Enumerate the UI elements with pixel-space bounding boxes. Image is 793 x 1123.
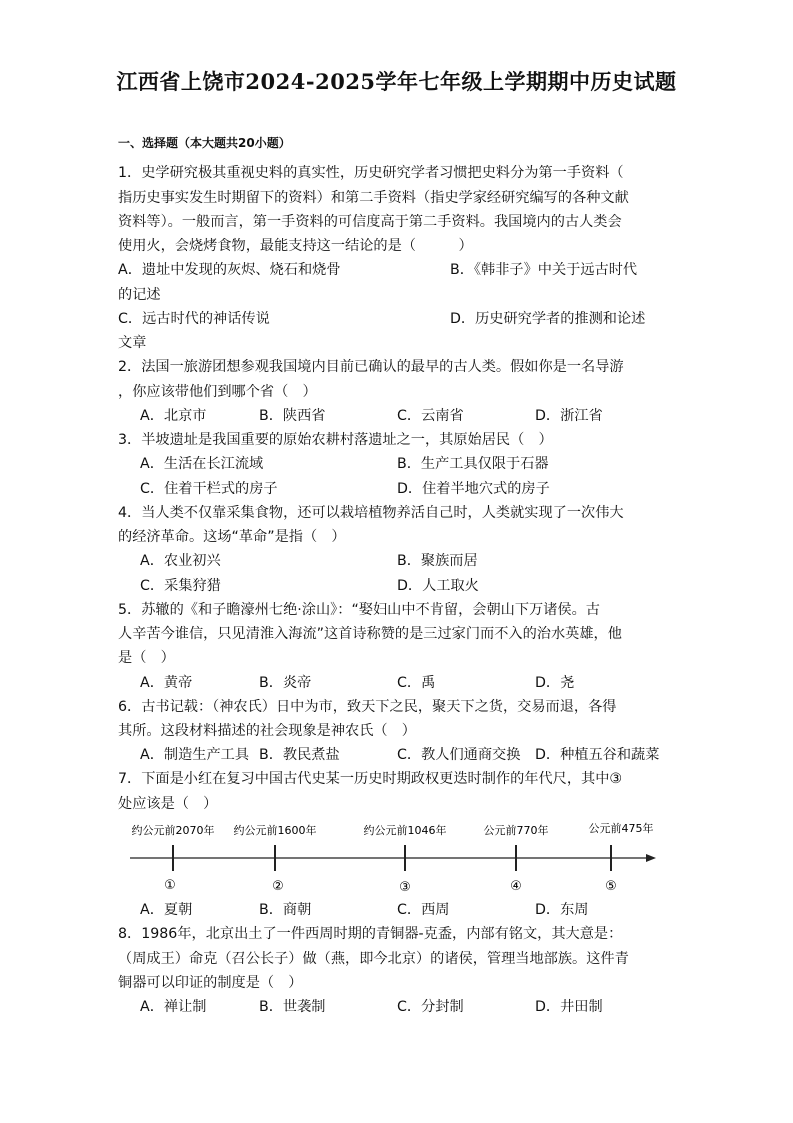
q3-line-1: 3．半坡遗址是我国重要的原始农耕村落遗址之一，其原始居民（ ） [118, 432, 553, 448]
q4-option-d: D．人工取火 [397, 578, 479, 594]
q8-option-c: C．分封制 [397, 999, 464, 1015]
section-heading: 一、选择题（本大题共20小题） [118, 136, 291, 150]
q1-option-c: C．远古时代的神话传说 [118, 311, 270, 327]
q8-option-a: A．禅让制 [140, 999, 207, 1015]
q1-option-d: D．历史研究学者的推测和论述 [450, 311, 646, 327]
q1-option-b: B．《韩非子》中关于远古时代 [450, 262, 638, 278]
timeline-arrow-icon [646, 854, 656, 862]
q2-option-b: B．陕西省 [259, 408, 326, 424]
q3-option-c: C．住着干栏式的房子 [140, 481, 278, 497]
q7-option-c: C．西周 [397, 902, 450, 918]
q7-option-d: D．东周 [535, 902, 589, 918]
q2-option-d: D．浙江省 [535, 408, 603, 424]
q5-line-1: 5．苏辙的《和子瞻濠州七绝·涂山》：“娶妇山中不肯留，会朝山下万诸侯。古 [118, 602, 600, 618]
q8-line-3: 铜器可以印证的制度是（ ） [118, 975, 303, 991]
q1-line-1: 1．史学研究极其重视史料的真实性，历史研究学者习惯把史料分为第一手资料（ [118, 165, 624, 181]
timeline-date-1: 约公元前2070年 [131, 824, 215, 837]
q6-option-a: A．制造生产工具 [140, 747, 250, 763]
q4-line-1: 4．当人类不仅靠采集食物，还可以栽培植物养活自己时，人类就实现了一次伟大 [118, 505, 624, 521]
q2-line-2: ，你应该带他们到哪个省（ ） [118, 384, 317, 400]
timeline-mark-3: ③ [399, 880, 411, 895]
q7-line-2: 处应该是（ ） [118, 796, 218, 812]
q5-option-c: C．禹 [397, 675, 436, 691]
q7-option-b: B．商朝 [259, 902, 312, 918]
q5-option-d: D．尧 [535, 675, 575, 691]
timeline-date-2: 约公元前1600年 [233, 824, 317, 837]
q6-option-c: C．教人们通商交换 [397, 747, 521, 763]
q8-line-2: （周成王）命克（召公长子）做（燕，即今北京）的诸侯，管理当地部族。这件青 [118, 951, 629, 967]
q4-option-a: A．农业初兴 [140, 553, 221, 569]
q4-option-c: C．采集狩猎 [140, 578, 221, 594]
q4-option-b: B．聚族而居 [397, 553, 478, 569]
timeline-diagram [118, 818, 663, 898]
q2-option-a: A．北京市 [140, 408, 207, 424]
q5-line-3: 是（ ） [118, 650, 175, 666]
q8-option-d: D．井田制 [535, 999, 603, 1015]
q6-line-1: 6．古书记载：（神农氏）日中为市，致天下之民，聚天下之货，交易而退，各得 [118, 699, 617, 715]
q7-option-a: A．夏朝 [140, 902, 193, 918]
timeline-date-3: 约公元前1046年 [363, 824, 447, 837]
q3-option-d: D．住着半地穴式的房子 [397, 481, 550, 497]
q3-option-a: A．生活在长江流域 [140, 456, 264, 472]
q4-line-2: 的经济革命。这场“革命”是指（ ） [118, 529, 346, 545]
q1-line-2: 指历史事实发生时期留下的资料）和第二手资料（指史学家经研究编写的各种文献 [118, 190, 629, 206]
timeline-mark-5: ⑤ [605, 879, 617, 894]
q5-option-b: B．炎帝 [259, 675, 312, 691]
q8-option-b: B．世袭制 [259, 999, 326, 1015]
q1-line-3: 资料等）。一般而言，第一手资料的可信度高于第二手资料。我国境内的古人类会 [118, 214, 622, 230]
q1-option-d-cont: 文章 [118, 335, 147, 351]
q1-line-4: 使用火，会烧烤食物，最能支持这一结论的是（ ） [118, 238, 473, 254]
q8-line-1: 8．1986年，北京出土了一件西周时期的青铜器-克盉，内部有铭文，其大意是： [118, 926, 623, 942]
q6-line-2: 其所。这段材料描述的社会现象是神农氏（ ） [118, 723, 416, 739]
timeline-mark-1: ① [164, 878, 176, 893]
q7-line-1: 7．下面是小红在复习中国古代史某一历史时期政权更迭时制作的年代尺，其中③ [118, 771, 623, 787]
q1-option-a: A．遗址中发现的灰烬、烧石和烧骨 [118, 262, 341, 278]
q6-option-b: B．教民煮盐 [259, 747, 340, 763]
timeline-date-5: 公元前475年 [588, 822, 654, 835]
timeline-date-4: 公元前770年 [483, 824, 549, 837]
q6-option-d: D．种植五谷和蔬菜 [535, 747, 660, 763]
q2-option-c: C．云南省 [397, 408, 464, 424]
q5-option-a: A．黄帝 [140, 675, 193, 691]
timeline-mark-4: ④ [510, 879, 522, 894]
q2-line-1: 2．法国一旅游团想参观我国境内目前已确认的最早的古人类。假如你是一名导游 [118, 359, 624, 375]
q3-option-b: B．生产工具仅限于石器 [397, 456, 549, 472]
page-title: 江西省上饶市2024-2025学年七年级上学期期中历史试题 [116, 69, 677, 94]
q1-option-b-cont: 的记述 [118, 287, 161, 303]
timeline-mark-2: ② [272, 879, 284, 894]
q5-line-2: 人辛苦今谁信，只见清淮入海流”这首诗称赞的是三过家门而不入的治水英雄，他 [118, 626, 622, 642]
